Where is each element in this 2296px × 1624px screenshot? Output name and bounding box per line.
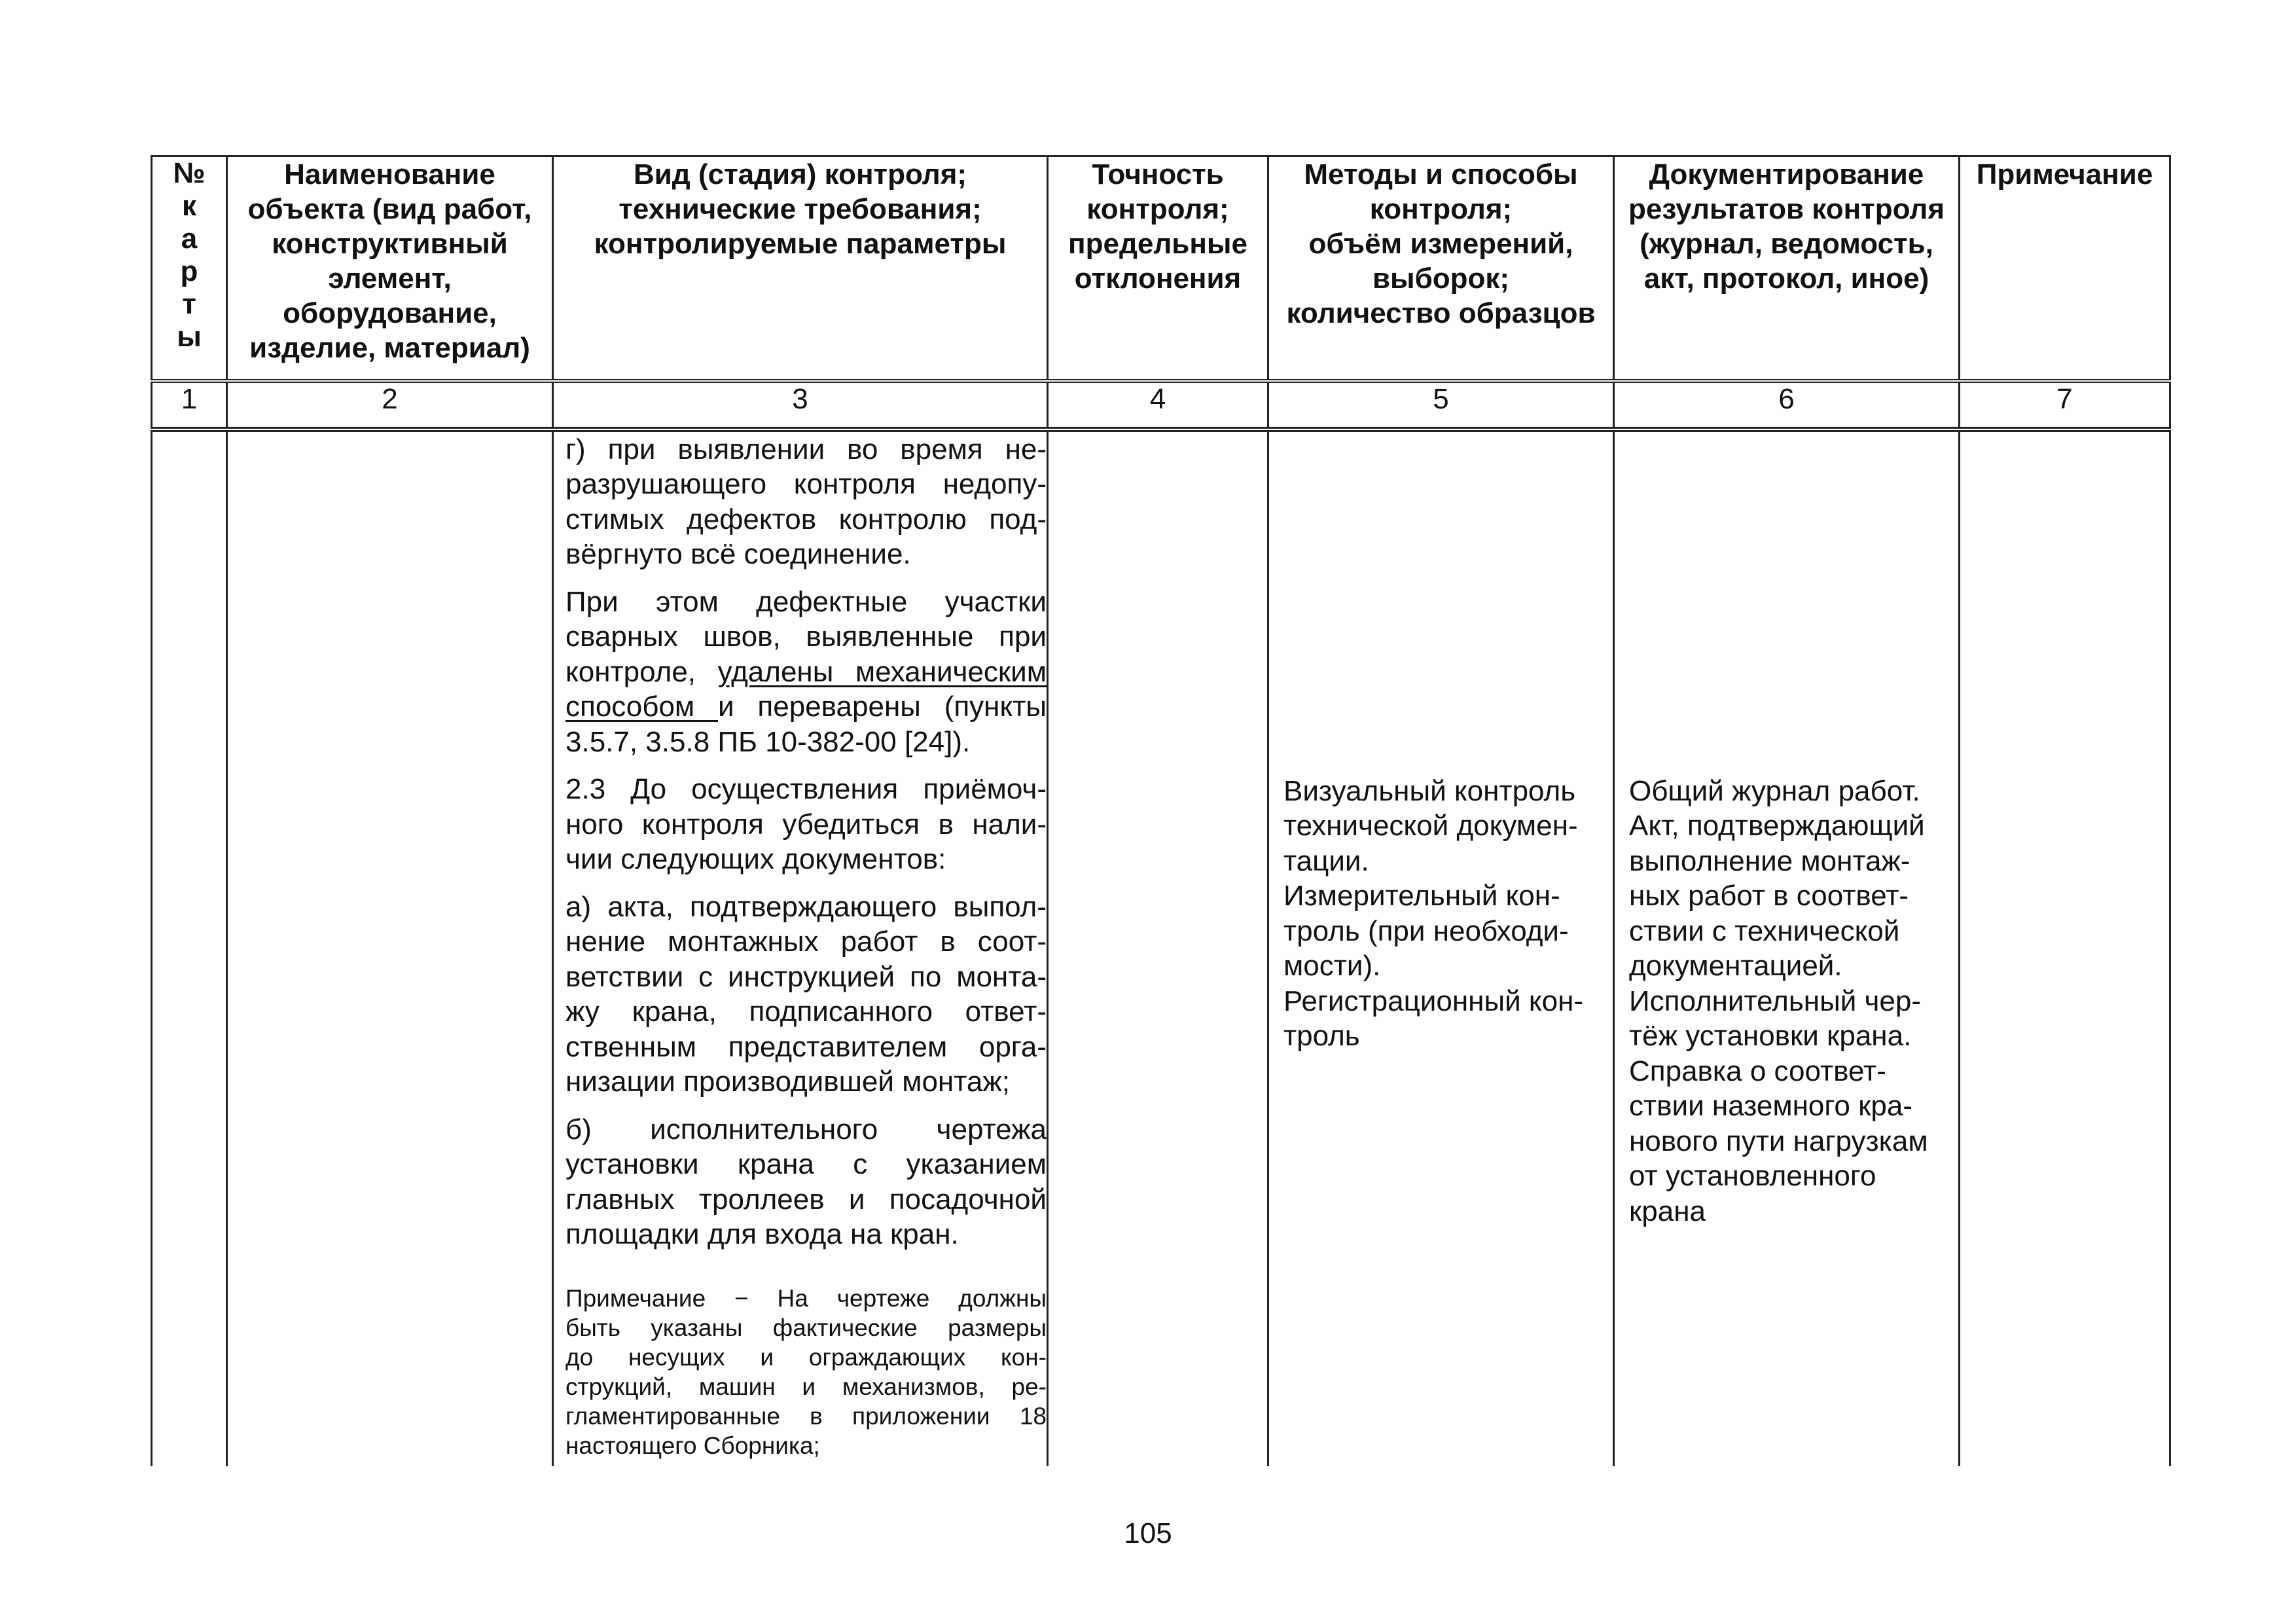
column-number: 6: [1614, 381, 1960, 429]
header-row: [152, 156, 2170, 381]
requirement-paragraph: г) при выявлении во время не- разрушающего контроля недопу- стимых дефектов контролю под- вёргнуто всё соединение.: [565, 433, 1047, 570]
header-object-name: Наименование объекта (вид работ, конструктивный элемент, оборудование, изделие, материал): [227, 156, 553, 381]
requirement-paragraph: При этом дефектные участки сварных швов, выявленные при контроле, удалены механическим способом и переварены (пункты 3.5.7, 3.5.8 ПБ 10-382-00 [24]).: [565, 585, 1047, 758]
cell-accuracy: [1048, 429, 1268, 1467]
cell-note: [1960, 429, 2170, 1467]
column-number: 1: [152, 381, 227, 429]
document-item: Акт, подтверждающий выполнение монтаж- ных работ в соответ- ствии с технической документацией.: [1629, 810, 1925, 982]
header-methods: Методы и способы контроля; объём измерений, выборок; количество образцов: [1268, 156, 1614, 381]
column-number: 4: [1048, 381, 1268, 429]
control-table: [151, 155, 2171, 1466]
column-number: 3: [553, 381, 1048, 429]
column-number: 2: [227, 381, 553, 429]
method-item: Регистрационный кон- троль: [1283, 984, 1584, 1052]
cell-control-requirements: [553, 429, 1048, 1467]
requirement-paragraph: б) исполнительного чертежа установки крана с указанием главных троллеев и посадочной площадки для входа на кран.: [565, 1113, 1047, 1250]
header-documentation: Документирование результатов контроля (журнал, ведомость, акт, протокол, иное): [1614, 156, 1960, 381]
method-item: Визуальный контроль технической докумен- тации.: [1283, 774, 1578, 877]
drawing-note: Примечание − На чертеже должны быть указаны фактические размеры до несущих и ограждающих кон- струкций, машин и механизмов, ре- гламентированные в приложении 18 настоящего Сборника;: [565, 1284, 1047, 1459]
cell-documentation: [1614, 429, 1960, 1467]
document-item: Исполнительный чер- тёж установки крана.: [1629, 984, 1922, 1052]
column-number: 5: [1268, 381, 1614, 429]
table-row: [152, 429, 2170, 1467]
method-item: Измерительный кон- троль (при необходи- мости).: [1283, 880, 1569, 982]
header-accuracy: Точность контроля; предельные отклонения: [1048, 156, 1268, 381]
requirement-paragraph: 2.3 До осуществления приёмоч- ного контроля убедиться в нали- чии следующих документов:: [565, 773, 1047, 875]
cell-methods: [1268, 429, 1614, 1467]
header-control-type: Вид (стадия) контроля; технические требования; контролируемые параметры: [553, 156, 1048, 381]
header-card-number: № к а р т ы: [152, 156, 227, 381]
page-number: 105: [1124, 1517, 1172, 1549]
header-note: Примечание: [1960, 156, 2170, 381]
document-item: Справка о соответ- ствии наземного кра- нового пути нагрузкам от установленного крана: [1629, 1055, 1928, 1227]
requirement-paragraph: а) акта, подтверждающего выпол- нение монтажных работ в соот- ветствии с инструкцией по монта- жу крана, подписанного ответ- ственным представителем орга- низации производившей монтаж;: [565, 890, 1047, 1098]
column-number-row: [152, 381, 2170, 429]
cell-card-number: [152, 429, 227, 1467]
cell-object-name: [227, 429, 553, 1467]
document-item: Общий журнал работ.: [1629, 774, 1920, 807]
column-number: 7: [1960, 381, 2170, 429]
